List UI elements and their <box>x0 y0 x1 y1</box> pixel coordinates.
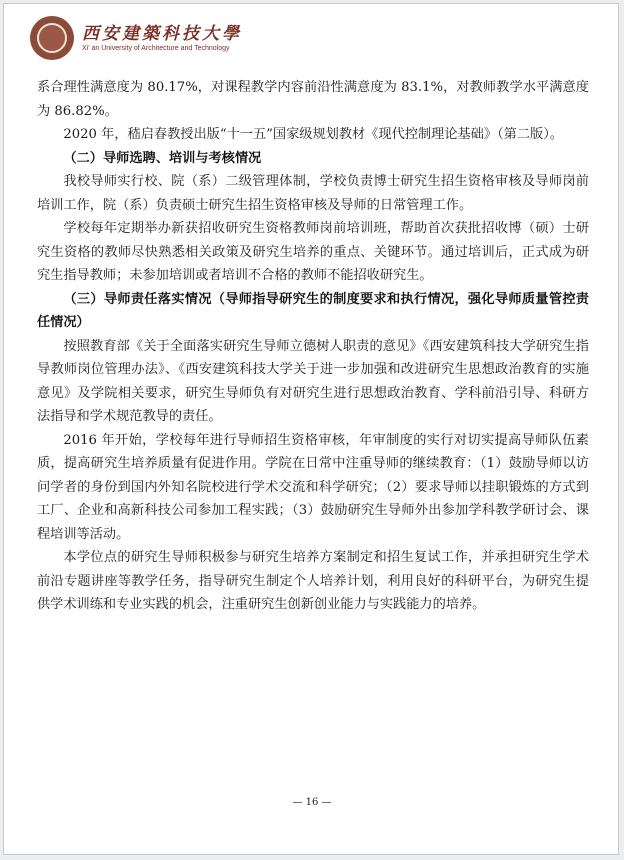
body-paragraph: 学校每年定期举办新获招收研究生资格教师岗前培训班，帮助首次获批招收博（硕）士研究生资格的教师尽快熟悉相关政策及研究生培养的重点、关键环节。通过培训后，正式成为研究生指导教师；未参加培训或者培训不合格的教师不能招收研究生。 <box>37 221 589 283</box>
document-body <box>37 76 589 617</box>
page-number: — 16 — <box>292 797 332 808</box>
body-paragraph: 2020 年，嵇启春教授出版“十一五”国家级规划教材《现代控制理论基础》（第二版）。 <box>63 127 563 142</box>
university-name: 西安建築科技大學 <box>82 24 242 44</box>
body-paragraph: 系合理性满意度为 80.17%，对课程教学内容前沿性满意度为 83.1%，对教师教学水平满意度为 86.82%。 <box>37 80 589 119</box>
body-paragraph: 按照教育部《关于全面落实研究生导师立德树人职责的意见》《西安建筑科技大学研究生指导教师岗位管理办法》、《西安建筑科技大学关于进一步加强和改进研究生思想政治教育的实施意见》及学院相关要求，研究生导师负有对研究生进行思想政治教育、学科前沿引导、科研方法指导和学术规范教导的责任。 <box>37 338 589 424</box>
body-paragraph: 本学位点的研究生导师积极参与研究生培养方案制定和招生复试工作，并承担研究生学术前沿专题讲座等教学任务，指导研究生制定个人培养计划，利用良好的科研平台，为研究生提供学术训练和专业实践的机会，注重研究生创新创业能力与实践能力的培养。 <box>37 550 589 612</box>
section-heading: （二）导师选聘、培训与考核情况 <box>63 150 262 166</box>
logo-building-emblem <box>37 23 67 53</box>
section-heading: （三）导师责任落实情况（导师指导研究生的制度要求和执行情况，强化导师质量管控责任情况） <box>37 291 589 330</box>
university-logo <box>30 16 74 60</box>
document-page <box>3 3 619 855</box>
page-header <box>30 16 590 66</box>
body-paragraph: 2016 年开始，学校每年进行导师招生资格审核，年审制度的实行对切实提高导师队伍素质，提高研究生培养质量有促进作用。学院在日常中注重导师的继续教育：（1）鼓励导师以访问学者的身份到国内外知名院校进行学术交流和科学研究；（2）要求导师以挂职锻炼的方式到工厂、企业和高新科技公司参加工程实践；（3）鼓励研究生导师外出参加学科教学研讨会、课程培训等活动。 <box>37 432 589 542</box>
body-paragraph: 我校导师实行校、院（系）二级管理体制，学校负责博士研究生招生资格审核及导师岗前培训工作，院（系）负责硕士研究生招生资格审核及导师的日常管理工作。 <box>37 174 589 213</box>
university-name-english: Xi' an University of Architecture and Technology <box>82 45 230 52</box>
